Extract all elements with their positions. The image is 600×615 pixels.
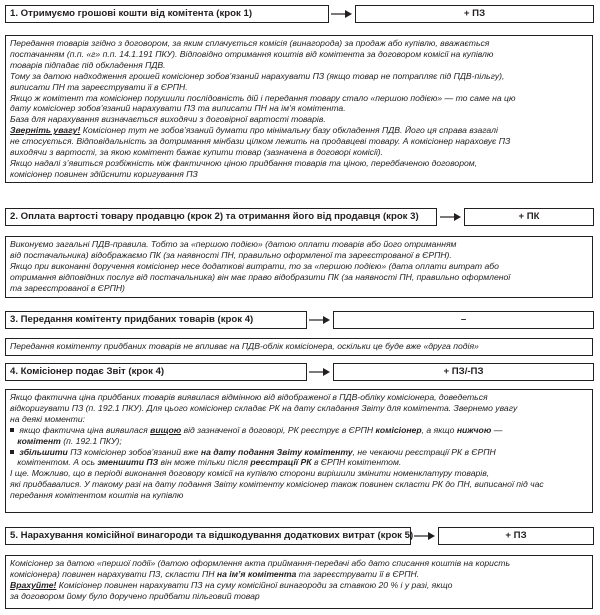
- text-run: Якщо ж комітент та комісіонер порушили послідовність дій і передання товару стало «першою подією» — то саме на цю: [10, 92, 516, 103]
- emphasis-text: Врахуйте!: [10, 579, 57, 590]
- body-line: [10, 479, 588, 490]
- section-1-body: [5, 35, 593, 183]
- body-line: [10, 436, 588, 447]
- body-line: [10, 169, 588, 180]
- section-3-body: [5, 338, 593, 356]
- text-run: База для нарахування визначається виходячи з договірної вартості товарів.: [10, 114, 326, 125]
- emphasis-text: на дату подання Звіту комітенту: [200, 446, 353, 457]
- body-line: [10, 49, 588, 60]
- text-run: та зареєструвати її в ЄРПН.: [296, 568, 420, 579]
- section-3-title: 3. Передання комітенту придбаних товарів (крок 4): [5, 311, 307, 329]
- body-line: [10, 392, 588, 403]
- body-line: [10, 447, 588, 458]
- section-2-title: 2. Оплата вартості товару продавцю (крок 2) та отримання його від продавця (крок 3): [5, 208, 437, 226]
- text-run: Тому за датою надходження грошей комісіонер зобов’язаний нарахувати ПЗ (якщо товар не потрапляє під ПДВ-пільгу),: [10, 70, 505, 81]
- body-line: [10, 403, 588, 414]
- bullet-icon: [10, 425, 17, 432]
- text-run: Передання комітенту придбаних товарів не впливає на ПДВ-облік комісіонера, оскільки це буде вже «друга подія»: [10, 341, 479, 351]
- body-line: [10, 425, 588, 436]
- section-1-header: [5, 5, 595, 23]
- arrow-right-icon: [331, 9, 353, 19]
- emphasis-text: на ім’я комітента: [216, 568, 297, 579]
- body-line: [10, 341, 588, 352]
- body-line: [10, 158, 588, 169]
- emphasis-text: комітент: [17, 435, 61, 446]
- text-run: І ще. Можливо, що в періоді виконання договору комісії на купівлю сторони вирішили змінити номенклатуру товарів,: [10, 468, 490, 479]
- text-run: на деякі моменти:: [10, 413, 86, 424]
- text-run: якщо фактична ціна виявилася: [17, 424, 151, 435]
- text-run: виходячи з вартості, за якою комітент бажає купити товар (зазначена в договорі комісії).: [10, 147, 384, 158]
- bullet-icon: [10, 447, 17, 454]
- body-line: [10, 38, 588, 49]
- body-line: [10, 103, 588, 114]
- text-run: (п. 192.1 ПКУ);: [60, 435, 122, 446]
- text-run: в ЄРПН комітентом.: [311, 457, 402, 468]
- text-run: Передання товарів згідно з договором, за яким сплачується комісія (винагорода) за продаж або купівлю, вважається: [10, 38, 490, 48]
- section-5-body: [5, 555, 593, 609]
- body-line: [10, 457, 588, 468]
- section-1-title: 1. Отримуємо грошові кошти від комітента (крок 1): [5, 5, 329, 23]
- text-run: отримання відповідних послуг від постачальника) він має право відобразити ПК (за наявності ПН, правильно оформленої: [10, 271, 511, 282]
- section-2-result: + ПК: [464, 208, 594, 226]
- body-line: [10, 580, 588, 591]
- body-line: [10, 147, 588, 158]
- body-line: [10, 82, 588, 93]
- body-line: [10, 468, 588, 479]
- text-run: передання комітентом коштів на купівлю: [10, 490, 184, 501]
- text-run: та зареєстрованої в ЄРПН): [10, 282, 125, 293]
- body-line: [10, 136, 588, 147]
- body-line: [10, 591, 588, 602]
- body-line: [10, 272, 588, 283]
- text-run: ПЗ комісіонер зобов’язаний вже: [67, 446, 201, 457]
- emphasis-text: комісіонер: [375, 424, 422, 435]
- body-line: [10, 558, 588, 569]
- body-line: [10, 250, 588, 261]
- arrow-right-icon: [414, 531, 436, 541]
- text-run: Якщо при виконанні доручення комісіонер несе додаткові витрати, то за «першою подією» (дата оплати витрат або: [10, 260, 499, 271]
- emphasis-text: нижчою: [456, 424, 492, 435]
- section-3-header: [5, 311, 595, 329]
- text-run: дату комісіонер зобов’язаний нарахувати ПЗ та виписати ПН на ім’я комітента.: [10, 103, 346, 114]
- text-run: Виконуємо загальні ПДВ-правила. Тобто за «першою подією» (датою оплати товарів або його отриманням: [10, 239, 457, 249]
- section-5-result: + ПЗ: [438, 527, 594, 545]
- emphasis-text: вищою: [150, 424, 182, 435]
- section-4-header: [5, 363, 595, 381]
- arrow-right-icon: [309, 315, 331, 325]
- arrow-right-icon: [440, 212, 462, 222]
- text-run: —: [491, 424, 503, 435]
- body-line: [10, 569, 588, 580]
- section-5-header: [5, 527, 595, 545]
- body-line: [10, 60, 588, 71]
- body-line: [10, 114, 588, 125]
- body-line: [10, 283, 588, 294]
- body-line: [10, 261, 588, 272]
- text-run: постачанням (п.п. «г» п.п. 14.1.191 ПКУ). Відповідно отримання коштів від комітента за договором комісії на купівлю: [10, 48, 494, 59]
- body-line: [10, 490, 588, 501]
- text-run: Якщо фактична ціна придбаних товарів виявилася відмінною від відображеної в ПДВ-обліку комісіонера, доведеться: [10, 392, 488, 402]
- emphasis-text: реєстрації РК: [250, 457, 312, 468]
- body-line: [10, 414, 588, 425]
- text-run: Комісіонер повинен нарахувати ПЗ на суму комісійної винагороди за ставкою 20 % і у разі, якщо: [56, 579, 453, 590]
- body-line: [10, 125, 588, 136]
- text-run: за договором йому було доручено придбати пільговий товар: [10, 590, 260, 601]
- emphasis-text: Зверніть увагу!: [10, 125, 81, 136]
- text-run: комісіонер повинен здійснити коригування ПЗ: [10, 168, 198, 179]
- text-run: Комісіонер за датою «першої події» (датою оформлення акта приймання-передачі або дато списання коштів на користь: [10, 558, 510, 568]
- section-2-header: [5, 208, 595, 226]
- body-line: [10, 239, 588, 250]
- section-4-title: 4. Комісіонер подає Звіт (крок 4): [5, 363, 307, 381]
- text-run: виписати ПН та зареєструвати її в ЄРПН.: [10, 81, 188, 92]
- text-run: , не чекаючи реєстрації РК в ЄРПН: [352, 446, 496, 457]
- section-4-result: + ПЗ/-ПЗ: [333, 363, 594, 381]
- emphasis-text: збільшити: [19, 446, 68, 457]
- text-run: комісіонера) повинен нарахувати ПЗ, скласти ПН: [10, 568, 217, 579]
- text-run: він може тільки після: [158, 457, 251, 468]
- text-run: товарів підпадає під обкладення ПДВ.: [10, 59, 166, 70]
- section-3-result: –: [333, 311, 594, 329]
- body-line: [10, 71, 588, 82]
- text-run: які придбавалися. У такому разі на дату подання Звіту комітенту комісіонер також повинен скласти РК до ПН, виписаної під час: [10, 479, 544, 490]
- text-run: не стосується. Відповідальність за дотримання мінбази цілком лежить на продавцеві товару. А комісіонер нараховує ПЗ: [10, 136, 511, 147]
- section-5-title: 5. Нарахування комісійної винагороди та відшкодування додаткових витрат (крок 5): [5, 527, 411, 545]
- section-1-result: + ПЗ: [355, 5, 594, 23]
- section-2-body: [5, 236, 593, 298]
- text-run: комітентом. А ось: [10, 457, 98, 468]
- text-run: відкоригувати ПЗ (п. 192.1 ПКУ). Для цього комісіонер складає РК на дату складання Звіту для комітента. Звернемо увагу: [10, 402, 518, 413]
- body-line: [10, 93, 588, 104]
- emphasis-text: зменшити ПЗ: [97, 457, 159, 468]
- text-run: від постачальника) відображаємо ПК (за наявності ПН, правильно оформленої та зареєстрованої в ЄРПН).: [10, 249, 452, 260]
- text-run: Комісіонер тут не зобов’язаний думати про мінімальну базу обкладення ПДВ. Його ця справа взагалі: [80, 125, 498, 136]
- section-4-body: [5, 389, 593, 513]
- text-run: , а якщо: [421, 424, 457, 435]
- text-run: Якщо надалі з’явиться розбіжність між фактичною ціною придбання товарів та ціною, передбаченою договором,: [10, 157, 478, 168]
- text-run: від зазначеної в договорі, РК реєструє в ЄРПН: [181, 424, 376, 435]
- arrow-right-icon: [309, 367, 331, 377]
